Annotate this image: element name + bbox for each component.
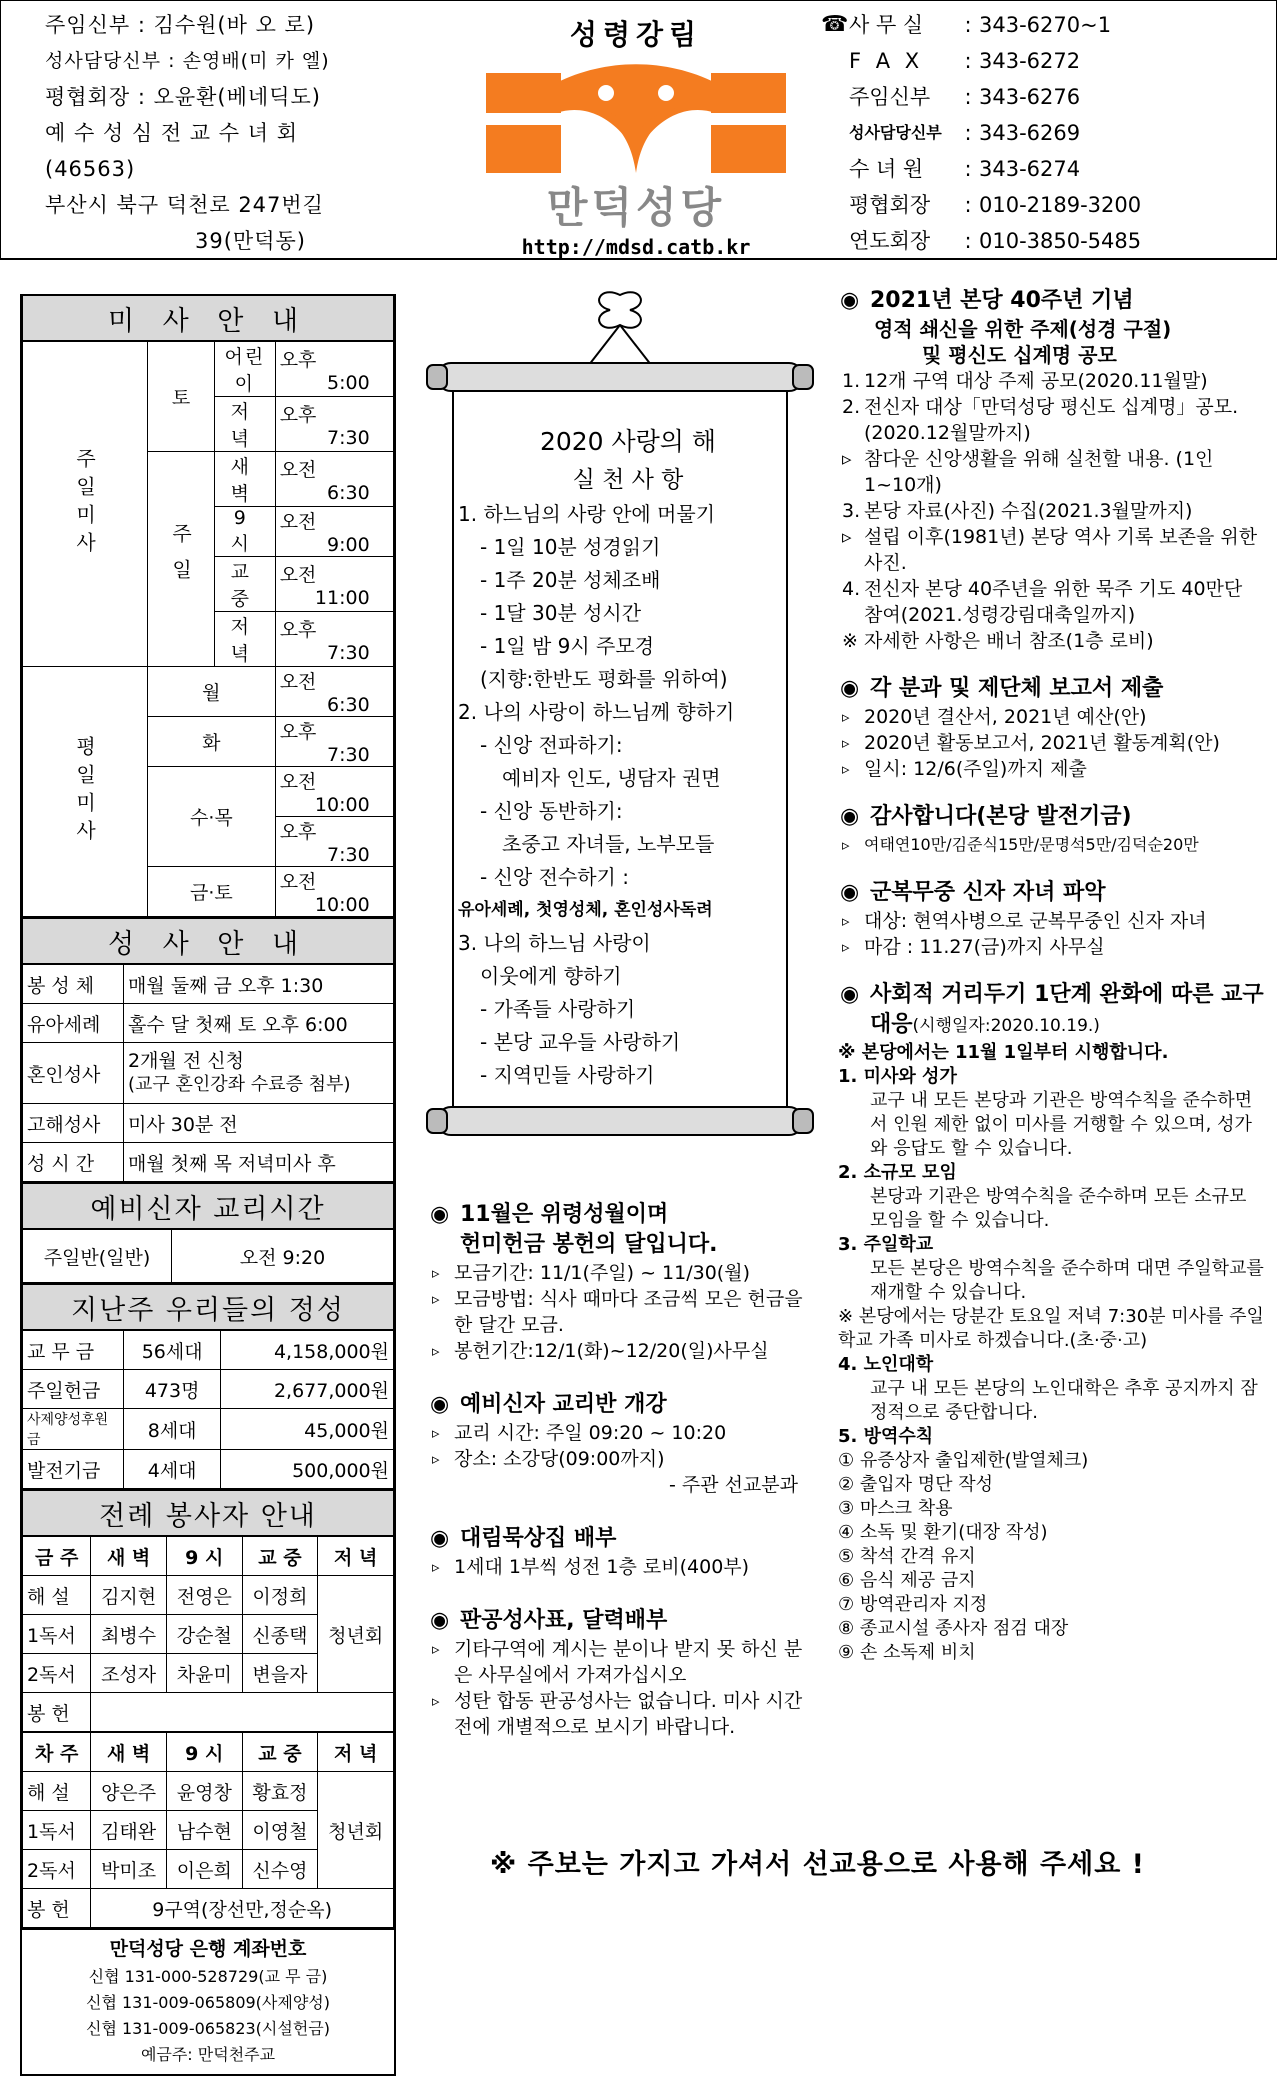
sacrament-name: 고해성사 bbox=[23, 1104, 124, 1143]
triangle-icon: ▹ bbox=[432, 1342, 440, 1360]
server-name: 김태완 bbox=[91, 1811, 167, 1850]
offering-type: 발전기금 bbox=[23, 1450, 124, 1489]
header bbox=[0, 0, 1277, 260]
practice-line: 유아세례, 첫영성체, 혼인성사독려 bbox=[458, 900, 713, 920]
sacrament-schedule: 미사 30분 전 bbox=[124, 1104, 394, 1143]
practice-line: 3. 나의 하느님 사랑이 bbox=[458, 931, 651, 955]
practice-line: (지향:한반도 평화를 위하여) bbox=[480, 667, 728, 691]
server-name: 신수영 bbox=[242, 1850, 318, 1889]
notice-item: 1. 12개 구역 대상 주제 공모(2020.11월말) bbox=[842, 370, 1208, 392]
notice-item: 3. 본당 자료(사진) 수집(2021.3월말까지) bbox=[842, 500, 1193, 522]
notice-subtitle: ※ 본당에서는 11월 1일부터 시행합니다. bbox=[838, 1042, 1169, 1063]
footer-note: ※ 주보는 가지고 가셔서 선교용으로 사용해 주세요 ! bbox=[490, 1849, 1146, 1880]
confessor-line: 성사담당신부 : 손영배(미 카 엘) bbox=[45, 50, 330, 72]
server-name: 이영철 bbox=[242, 1811, 318, 1850]
sacrament-schedule: 홀수 달 첫째 토 오후 6:00 bbox=[124, 1004, 394, 1043]
practice-line: - 가족들 사랑하기 bbox=[480, 997, 636, 1021]
bullet-icon: ◉ bbox=[430, 1392, 450, 1417]
notice-item: ▹ 교리 시간: 주일 09:20 ~ 10:20 bbox=[432, 1422, 727, 1444]
notice-item: ▹ 2020년 활동보고서, 2021년 활동계획(안) bbox=[842, 732, 1220, 754]
server-name: 황효정 bbox=[242, 1772, 318, 1811]
notice-item: ▹ 성탄 합동 판공성사는 없습니다. 미사 시간 전에 개별적으로 보시기 바랍니다. bbox=[432, 1690, 803, 1738]
notice-soul-month bbox=[428, 1200, 818, 1364]
servers-header: 저 녁 bbox=[318, 1536, 394, 1576]
scroll-subtitle: 실 천 사 항 bbox=[572, 467, 684, 493]
notice-item: ▹ 일시: 12/6(주일)까지 제출 bbox=[842, 758, 1087, 780]
server-name: 강순철 bbox=[166, 1615, 242, 1654]
notice-confession-card bbox=[428, 1606, 818, 1740]
notice-title: ◉ 11월은 위령성월이며 헌미헌금 봉헌의 달입니다. bbox=[430, 1202, 718, 1257]
rule-item: ⑧ 종교시설 종사자 점검 대장 bbox=[838, 1618, 1069, 1639]
triangle-icon: ▹ bbox=[432, 1290, 440, 1308]
offering-amount: 4,158,000원 bbox=[221, 1330, 394, 1370]
website-url[interactable]: http://mdsd.catb.kr bbox=[521, 235, 751, 259]
server-name: 남수현 bbox=[166, 1811, 242, 1850]
sacrament-name: 혼인성사 bbox=[23, 1043, 124, 1104]
triangle-icon: ▹ bbox=[842, 836, 850, 854]
practice-line: 이웃에게 향하기 bbox=[480, 964, 622, 988]
server-name: 청년회 bbox=[318, 1772, 394, 1889]
sacrament-name: 봉 성 체 bbox=[23, 964, 124, 1004]
offering-type: 교 무 금 bbox=[23, 1330, 124, 1370]
notice-advent-book bbox=[428, 1524, 818, 1580]
notice-item: ▹ 1세대 1부씩 성전 1층 로비(400부) bbox=[432, 1556, 750, 1578]
server-name: 박미조 bbox=[91, 1850, 167, 1889]
servers-header: 새 벽 bbox=[91, 1732, 167, 1772]
servers-header: 9 시 bbox=[166, 1732, 242, 1772]
contact-row: 주임신부 : 343-6276 bbox=[849, 85, 1081, 109]
account-holder: 예금주: 만덕천주교 bbox=[140, 2045, 276, 2064]
servers-header: 교 중 bbox=[242, 1536, 318, 1576]
offering-count: 8세대 bbox=[124, 1409, 221, 1450]
notice-title: ◉ 사회적 거리두기 1단계 완화에 따른 교구 대응(시행일자:2020.10.19.) bbox=[840, 982, 1264, 1037]
middle-notices bbox=[428, 1200, 818, 1766]
notice-note: - 주관 선교분과 bbox=[668, 1474, 798, 1496]
rule-item: ③ 마스크 착용 bbox=[838, 1498, 953, 1519]
practice-line: 초중고 자녀들, 노부모들 bbox=[502, 832, 715, 856]
server-name: 신종택 bbox=[242, 1615, 318, 1654]
triangle-icon: ▹ bbox=[842, 708, 850, 726]
address-line-2: 39(만덕동) bbox=[195, 229, 306, 253]
bank-accounts bbox=[22, 1928, 394, 2074]
servers-role: 1독서 bbox=[23, 1615, 91, 1654]
offering-count: 4세대 bbox=[124, 1450, 221, 1489]
notice-title: ◉ 감사합니다(본당 발전기금) bbox=[838, 802, 1266, 832]
bullet-icon: ◉ bbox=[430, 1526, 450, 1551]
catechumen-class: 주일반(일반) bbox=[23, 1229, 172, 1283]
triangle-icon: ▹ bbox=[432, 1558, 440, 1576]
contact-row: 사 무 실 : 343-6270~1 bbox=[849, 13, 1112, 37]
notice-item: ▹ 모금방법: 식사 때마다 조금씩 모은 헌금을 한 달간 모금. bbox=[432, 1288, 803, 1336]
address-line: 부산시 북구 덕천로 247번길 bbox=[45, 193, 324, 217]
parish-info bbox=[45, 7, 445, 259]
practice-line: - 1일 10분 성경읽기 bbox=[480, 535, 661, 559]
contact-row: F A X : 343-6272 bbox=[849, 49, 1081, 73]
server-name: 차윤미 bbox=[166, 1654, 242, 1693]
notice-catechumen bbox=[428, 1390, 818, 1498]
practice-line: - 본당 교우들 사랑하기 bbox=[480, 1030, 681, 1054]
mass-time: 오후7:30 bbox=[275, 717, 393, 767]
notice-item: ▹ 기타구역에 계시는 분이나 받지 못 하신 분은 사무실에서 가져가십시오 bbox=[432, 1638, 803, 1686]
practice-line: - 신앙 전수하기 : bbox=[480, 865, 629, 889]
contact-row: 평협회장 : 010-2189-3200 bbox=[849, 193, 1142, 217]
rule-item: ⑨ 손 소독제 비치 bbox=[838, 1642, 976, 1663]
weekday-mass-label: 평일미사 bbox=[23, 667, 148, 917]
offering-count: 473명 bbox=[124, 1370, 221, 1409]
sacrament-title: 성 사 안 내 bbox=[23, 918, 394, 964]
servers-role: 2독서 bbox=[23, 1850, 91, 1889]
server-name: 김지현 bbox=[91, 1576, 167, 1615]
server-name: 전영은 bbox=[166, 1576, 242, 1615]
notice-reports bbox=[838, 674, 1266, 782]
scroll-title: 2020 사랑의 해 bbox=[539, 427, 717, 456]
server-name: 양은주 bbox=[91, 1772, 167, 1811]
right-notices bbox=[838, 286, 1266, 1685]
left-column bbox=[20, 294, 396, 2076]
sisters-line: 예 수 성 심 전 교 수 녀 회 bbox=[45, 121, 298, 145]
servers-table bbox=[22, 1489, 394, 1928]
server-name: 9구역(장선만,정순옥) bbox=[91, 1889, 394, 1928]
offering-title: 지난주 우리들의 정성 bbox=[23, 1284, 394, 1330]
mass-name: 교 중 bbox=[215, 557, 276, 612]
offering-type: 사제양성후원금 bbox=[23, 1409, 124, 1450]
mass-time: 오전6:30 bbox=[275, 452, 393, 507]
practice-line: 예비자 인도, 냉담자 권면 bbox=[502, 766, 721, 790]
notice-item: ▹ 마감 : 11.27(금)까지 사무실 bbox=[842, 936, 1105, 958]
server-name: 변을자 bbox=[242, 1654, 318, 1693]
mass-title: 미 사 안 내 bbox=[23, 296, 394, 341]
mass-name: 어린이 bbox=[215, 341, 276, 397]
mass-time: 오전6:30 bbox=[275, 667, 393, 717]
notice-item: ▹ 장소: 소강당(09:00까지) bbox=[432, 1448, 665, 1470]
notice-item: ▹ 참다운 신앙생활을 위해 실천할 내용. (1인 1~10개) bbox=[842, 448, 1214, 496]
mass-name: 새 벽 bbox=[215, 452, 276, 507]
scroll-lines bbox=[458, 498, 798, 1092]
practice-line: 2. 나의 사랑이 하느님께 향하기 bbox=[458, 700, 735, 724]
phone-icon: ☎ bbox=[821, 12, 849, 37]
server-name: 이은희 bbox=[166, 1850, 242, 1889]
triangle-icon: ▹ bbox=[432, 1692, 440, 1710]
servers-header: 9 시 bbox=[166, 1536, 242, 1576]
sacrament-table bbox=[22, 917, 394, 1182]
bullet-icon: ◉ bbox=[840, 982, 860, 1007]
bank-account: 신협 131-009-065823(시설헌금) bbox=[85, 2019, 330, 2038]
notice-title: ◉ 예비신자 교리반 개강 bbox=[428, 1390, 818, 1420]
notice-item: ※ 자세한 사항은 배너 참조(1층 로비) bbox=[842, 630, 1154, 652]
contact-row: 성사담당신부 : 343-6269 bbox=[849, 121, 1081, 145]
notice-item: ▹ 2020년 결산서, 2021년 예산(안) bbox=[842, 706, 1147, 728]
offering-table bbox=[22, 1283, 394, 1489]
practice-line: - 신앙 동반하기: bbox=[480, 799, 623, 823]
notice-distancing bbox=[838, 980, 1266, 1665]
notice-anniversary bbox=[838, 286, 1266, 654]
mass-time: 오전10:00 bbox=[275, 767, 393, 817]
practice-line: 1. 하느님의 사랑 안에 머물기 bbox=[458, 502, 716, 526]
notice-subtitle: 및 평신도 십계명 공모 bbox=[922, 343, 1117, 367]
bullet-icon: ◉ bbox=[430, 1608, 450, 1633]
love-year-practices bbox=[458, 422, 798, 1092]
mass-name: 금·토 bbox=[148, 867, 276, 917]
mass-time: 오전10:00 bbox=[275, 867, 393, 917]
servers-role: 봉 헌 bbox=[23, 1693, 91, 1733]
mass-name: 화 bbox=[148, 717, 276, 767]
mass-time: 오후7:30 bbox=[275, 397, 393, 452]
catechumen-table bbox=[22, 1182, 394, 1283]
server-name: 조성자 bbox=[91, 1654, 167, 1693]
offering-count: 56세대 bbox=[124, 1330, 221, 1370]
notice-title: ◉ 판공성사표, 달력배부 bbox=[428, 1606, 818, 1636]
catechumen-time: 오전 9:20 bbox=[172, 1229, 394, 1283]
mass-time: 오전9:00 bbox=[275, 507, 393, 557]
feast-title: 성령강림 bbox=[569, 18, 703, 51]
servers-header: 교 중 bbox=[242, 1732, 318, 1772]
catechumen-title: 예비신자 교리시간 bbox=[23, 1183, 394, 1229]
distancing-part: 3. 주일학교 모든 본당은 방역수칙을 준수하며 대면 주일학교를 재개할 수 있습니다. bbox=[838, 1234, 1264, 1303]
notice-item: 2. 전신자 대상「만덕성당 평신도 십계명」공모.(2020.12월말까지) bbox=[842, 396, 1239, 444]
rule-item: ① 유증상자 출입제한(발열체크) bbox=[838, 1450, 1089, 1471]
offering-amount: 45,000원 bbox=[221, 1409, 394, 1450]
servers-header: 차 주 bbox=[23, 1732, 91, 1772]
distancing-part: 1. 미사와 성가 교구 내 모든 본당과 기관은 방역수칙을 준수하면서 인원 제한 없이 미사를 거행할 수 있으며, 성가와 응답도 할 수 있습니다. bbox=[838, 1066, 1253, 1159]
council-line: 평협회장 : 오윤환(베네딕도) bbox=[45, 85, 321, 109]
sacrament-schedule: 매월 첫째 목 저녁미사 후 bbox=[124, 1143, 394, 1182]
mass-time: 오전11:00 bbox=[275, 557, 393, 612]
logo-name: 만덕성당 bbox=[546, 183, 726, 232]
notice-title: ◉ 군복무중 신자 자녀 파악 bbox=[838, 878, 1266, 908]
rule-item: ④ 소독 및 환기(대장 작성) bbox=[838, 1522, 1048, 1543]
servers-header: 금 주 bbox=[23, 1536, 91, 1576]
mass-name: 저 녁 bbox=[215, 612, 276, 667]
notice-title: ◉ 2021년 본당 40주년 기념 bbox=[838, 286, 1266, 316]
sunday-mass-label: 주일미사 bbox=[23, 341, 148, 667]
notice-item: ▹ 봉헌기간:12/1(화)~12/20(일)사무실 bbox=[432, 1340, 769, 1362]
triangle-icon: ▹ bbox=[432, 1424, 440, 1442]
distancing-part: 4. 노인대학 교구 내 모든 본당의 노인대학은 추후 공지까지 잠정적으로 중단합니다. bbox=[838, 1354, 1258, 1423]
bank-account: 신협 131-009-065809(사제양성) bbox=[85, 1993, 330, 2012]
servers-role: 해 설 bbox=[23, 1772, 91, 1811]
rule-item: ⑥ 음식 제공 금지 bbox=[838, 1570, 976, 1591]
servers-role: 1독서 bbox=[23, 1811, 91, 1850]
offering-type: 주일헌금 bbox=[23, 1370, 124, 1409]
server-name: 이정희 bbox=[242, 1576, 318, 1615]
mass-time: 오후7:30 bbox=[275, 817, 393, 867]
practice-line: - 1달 30분 성시간 bbox=[480, 601, 642, 625]
notice-note: ※ 본당에서는 당분간 토요일 저녁 7:30분 미사를 주일학교 가족 미사로 하겠습니다.(초·중·고) bbox=[838, 1306, 1264, 1351]
parish-logo bbox=[486, 63, 786, 183]
server-name: 최병수 bbox=[91, 1615, 167, 1654]
triangle-icon: ▹ bbox=[842, 760, 850, 778]
contact-list bbox=[821, 7, 1269, 259]
mass-name: 월 bbox=[148, 667, 276, 717]
notice-item: ▹ 모금기간: 11/1(주일) ~ 11/30(월) bbox=[432, 1262, 750, 1284]
contact-row: 연도회장 : 010-3850-5485 bbox=[849, 229, 1142, 253]
practice-line: - 1주 20분 성체조배 bbox=[480, 568, 661, 592]
bullet-icon: ◉ bbox=[430, 1202, 450, 1227]
practice-line: - 신앙 전파하기: bbox=[480, 733, 623, 757]
contact-row: 수 녀 원 : 343-6274 bbox=[849, 157, 1081, 181]
sunday-label: 주일 bbox=[148, 452, 215, 667]
server-name: 청년회 bbox=[318, 1576, 394, 1693]
triangle-icon: ▹ bbox=[432, 1450, 440, 1468]
rule-item: ⑤ 착석 간격 유지 bbox=[838, 1546, 976, 1567]
bank-account: 신협 131-000-528729(교 무 금) bbox=[88, 1967, 328, 1986]
masthead bbox=[471, 7, 801, 259]
mass-time: 오후5:00 bbox=[275, 341, 393, 397]
bullet-icon: ◉ bbox=[840, 288, 860, 313]
servers-title: 전례 봉사자 안내 bbox=[23, 1490, 394, 1536]
bank-title: 만덕성당 은행 계좌번호 bbox=[109, 1938, 307, 1960]
distancing-part: 2. 소규모 모임 본당과 기관은 방역수칙을 준수하며 모든 소규모 모임을 할 수 있습니다. bbox=[838, 1162, 1247, 1231]
practice-line: - 지역민들 사랑하기 bbox=[480, 1063, 655, 1087]
rules-title: 5. 방역수칙 bbox=[838, 1426, 934, 1447]
saturday-label: 토 bbox=[148, 341, 215, 452]
triangle-icon: ▹ bbox=[842, 938, 850, 956]
practice-line: - 1일 밤 9시 주모경 bbox=[480, 634, 655, 658]
pastor-line: 주임신부 : 김수원(바 오 로) bbox=[45, 13, 316, 37]
servers-header: 저 녁 bbox=[318, 1732, 394, 1772]
notice-title: ◉ 대림묵상집 배부 bbox=[428, 1524, 818, 1554]
mass-name: 9 시 bbox=[215, 507, 276, 557]
sacrament-name: 성 시 간 bbox=[23, 1143, 124, 1182]
triangle-icon: ▹ bbox=[432, 1640, 440, 1658]
triangle-icon: ▹ bbox=[432, 1264, 440, 1282]
notice-item: ▹ 설립 이후(1981년) 본당 역사 기록 보존을 위한 사진. bbox=[842, 526, 1258, 574]
notice-title: ◉ 각 분과 및 제단체 보고서 제출 bbox=[838, 674, 1266, 704]
bullet-icon: ◉ bbox=[840, 880, 860, 905]
offering-amount: 2,677,000원 bbox=[221, 1370, 394, 1409]
postal-code: (46563) bbox=[45, 157, 136, 181]
triangle-icon: ▹ bbox=[842, 734, 850, 752]
bullet-icon: ◉ bbox=[840, 676, 860, 701]
sacrament-schedule: 매월 둘째 금 오후 1:30 bbox=[124, 964, 394, 1004]
rule-item: ② 출입자 명단 작성 bbox=[838, 1474, 994, 1495]
mass-time: 오후7:30 bbox=[275, 612, 393, 667]
offering-amount: 500,000원 bbox=[221, 1450, 394, 1489]
servers-role: 2독서 bbox=[23, 1654, 91, 1693]
notice-military bbox=[838, 878, 1266, 960]
servers-header: 새 벽 bbox=[91, 1536, 167, 1576]
notice-subtitle: 영적 쇄신을 위한 주제(성경 구절) bbox=[874, 317, 1172, 341]
mass-name: 수·목 bbox=[148, 767, 276, 867]
mass-table bbox=[22, 296, 394, 917]
notice-item: ▹ 대상: 현역사병으로 군복무중인 신자 자녀 bbox=[842, 910, 1207, 932]
notice-item: ▹ 여태연10만/김준식15만/문명석5만/김덕순20만 bbox=[838, 832, 1266, 858]
triangle-icon: ▹ bbox=[842, 912, 850, 930]
sacrament-schedule: 2개월 전 신청 (교구 혼인강좌 수료증 첨부) bbox=[124, 1043, 394, 1104]
notice-item: 4. 전신자 본당 40주년을 위한 묵주 기도 40만단 참여(2021.성령강림대축일까지) bbox=[842, 578, 1243, 626]
logo-mark-icon bbox=[486, 63, 786, 183]
servers-role: 봉 헌 bbox=[23, 1889, 91, 1928]
notice-thanks bbox=[838, 802, 1266, 858]
servers-role: 해 설 bbox=[23, 1576, 91, 1615]
rule-item: ⑦ 방역관리자 지정 bbox=[838, 1594, 988, 1615]
mass-name: 저 녁 bbox=[215, 397, 276, 452]
bullet-icon: ◉ bbox=[840, 804, 860, 829]
sacrament-name: 유아세례 bbox=[23, 1004, 124, 1043]
server-name: 윤영창 bbox=[166, 1772, 242, 1811]
